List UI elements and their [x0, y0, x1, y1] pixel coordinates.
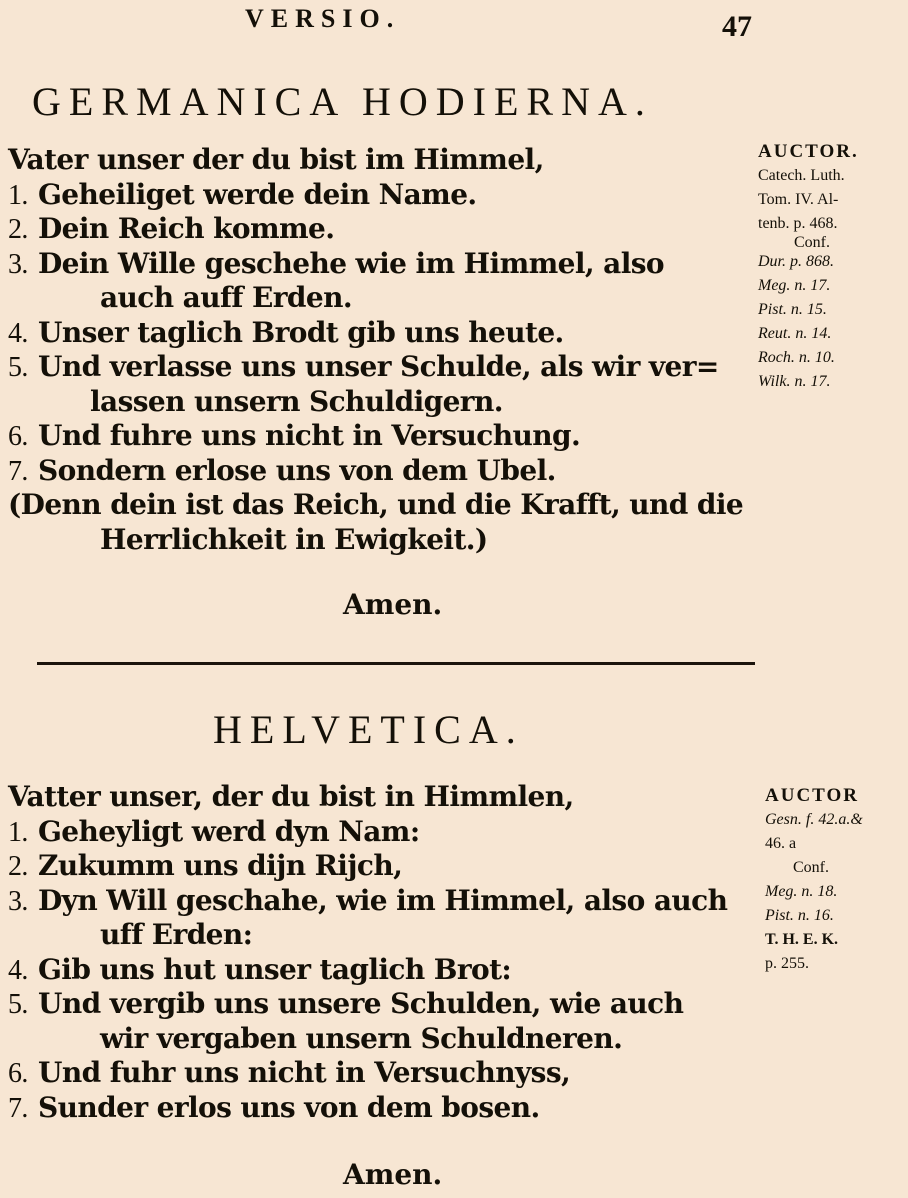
sidenote-germanica — [758, 140, 906, 394]
petition-number: 2. — [8, 851, 28, 882]
petition-line — [8, 953, 760, 988]
doxology-line: (Denn dein ist das Reich, und die Krafft, und die — [8, 488, 744, 521]
sidenote-ref: Roch. n. 10. — [758, 349, 835, 366]
petition-number: 4. — [8, 954, 28, 986]
petition-number: 5. — [8, 989, 28, 1020]
petition-line — [8, 316, 760, 351]
petition-line — [8, 454, 760, 489]
petition-line — [8, 849, 760, 884]
petition-line — [8, 884, 760, 919]
petition-text: Und verlasse uns unser Schulde, als wir ver= — [38, 350, 719, 383]
petition-text: Und fuhr uns nicht in Versuchnyss, — [38, 1056, 571, 1089]
petition-line — [8, 419, 760, 454]
section-title-germanica: GERMANICA HODIERNA. — [32, 79, 653, 124]
petition-line — [8, 178, 760, 213]
petition-line — [8, 1091, 760, 1126]
petition-text: Gib uns hut unser taglich Brot: — [38, 952, 512, 986]
petition-text: Geheiliget werde dein Name. — [38, 177, 477, 211]
petition-number: 1. — [8, 179, 28, 211]
petition-line — [8, 815, 760, 850]
sidenote-ref: Wilk. n. 17. — [758, 373, 831, 390]
petition-continuation: uff Erden: — [100, 918, 253, 951]
page-number: 47 — [722, 10, 752, 43]
sidenote-ref: Meg. n. 17. — [758, 277, 831, 294]
petition-number: 3. — [8, 885, 28, 917]
prayer-opening: Vater unser der du bist im Himmel, — [8, 143, 544, 176]
sidenote-conf: Conf. — [794, 234, 830, 251]
petition-number: 6. — [8, 421, 28, 452]
petition-number: 7. — [8, 1092, 28, 1124]
petition-text: Dein Wille geschehe wie im Himmel, also — [38, 246, 664, 280]
petition-text: Zukumm uns dijn Rijch, — [38, 849, 403, 882]
sidenote-line: Gesn. f. 42.a.& — [765, 811, 863, 828]
petition-text: Sunder erlos uns von dem bosen. — [38, 1090, 540, 1124]
running-head: VERSIO. — [245, 4, 401, 33]
sidenote-ref: Pist. n. 16. — [765, 907, 834, 924]
sidenote-line: Tom. IV. Al- — [758, 191, 839, 208]
sidenote-ref: T. H. E. K. — [765, 931, 839, 948]
petition-text: Geheyligt werd dyn Nam: — [38, 814, 420, 848]
petition-number: 7. — [8, 455, 28, 487]
petition-text: Dyn Will geschahe, wie im Himmel, also auch — [38, 883, 728, 917]
petition-line — [8, 350, 760, 385]
sidenote-line: 46. a — [765, 835, 797, 852]
petition-line — [8, 1056, 760, 1091]
sidenote-conf: Conf. — [793, 859, 829, 876]
section-divider — [37, 662, 755, 665]
petition-text: Unser taglich Brodt gib uns heute. — [38, 315, 564, 349]
petition-number: 4. — [8, 317, 28, 349]
sidenote-ref: Reut. n. 14. — [758, 325, 832, 342]
amen-helvetica: Amen. — [343, 1158, 443, 1191]
sidenote-ref: Pist. n. 15. — [758, 301, 827, 318]
petition-number: 6. — [8, 1058, 28, 1089]
sidenote-line: Catech. Luth. — [758, 167, 845, 184]
petition-number: 2. — [8, 214, 28, 245]
amen-germanica: Amen. — [343, 588, 443, 621]
petition-line — [8, 247, 760, 282]
prayer-text-helvetica — [8, 780, 760, 1125]
petition-number: 5. — [8, 352, 28, 383]
petition-number: 1. — [8, 816, 28, 848]
sidenote-line: tenb. p. 468. — [758, 215, 838, 232]
prayer-text-germanica — [8, 143, 760, 557]
petition-continuation: wir vergaben unsern Schuldneren. — [100, 1021, 623, 1055]
petition-line — [8, 212, 760, 247]
doxology-line: Herrlichkeit in Ewigkeit.) — [100, 522, 488, 556]
petition-text: Und fuhre uns nicht in Versuchung. — [38, 419, 581, 452]
prayer-opening: Vatter unser, der du bist in Himmlen, — [8, 780, 574, 813]
petition-line — [8, 987, 760, 1022]
petition-continuation: lassen unsern Schuldigern. — [90, 384, 503, 418]
sidenote-ref: Dur. p. 868. — [758, 253, 835, 270]
petition-text: Und vergib uns unsere Schulden, wie auch — [38, 987, 684, 1020]
sidenote-helvetica — [765, 784, 908, 976]
sidenote-ref: Meg. n. 18. — [765, 883, 838, 900]
sidenote-heading: AUCTOR — [765, 785, 859, 806]
sidenote-heading: AUCTOR. — [758, 141, 859, 162]
petition-continuation: auch auff Erden. — [100, 281, 352, 314]
petition-text: Dein Reich komme. — [38, 212, 335, 245]
sidenote-ref: p. 255. — [765, 955, 809, 972]
section-title-helvetica: HELVETICA. — [213, 707, 524, 752]
petition-number: 3. — [8, 248, 28, 280]
petition-text: Sondern erlose uns von dem Ubel. — [38, 453, 556, 487]
